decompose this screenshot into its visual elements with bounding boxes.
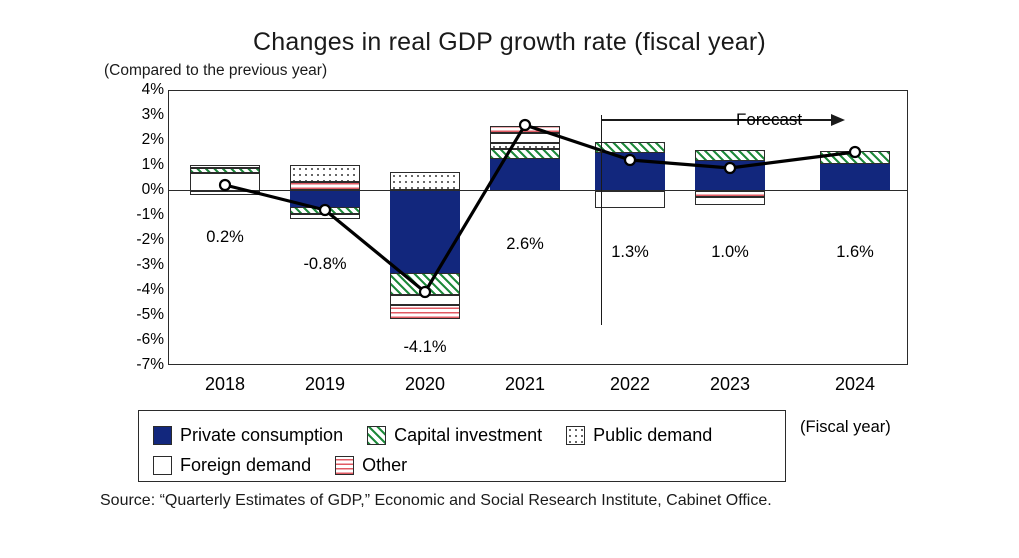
value-label-2023: 1.0% [711,243,749,261]
legend-item-public-demand [566,425,712,446]
legend-swatch-foreign-demand [153,456,172,475]
x-tick-2024: 2024 [834,374,876,394]
line-marker [625,155,635,165]
y-tick: 2% [141,131,164,148]
legend-label-foreign-demand: Foreign demand [180,454,312,475]
value-label-2022: 1.3% [611,243,649,261]
x-tick-2019: 2019 [304,374,346,394]
legend-swatch-public-demand [566,426,585,445]
x-tick-2022: 2022 [609,374,651,394]
y-tick: -3% [136,256,164,273]
chart-title: Changes in real GDP growth rate (fiscal year) [253,28,766,56]
y-tick: -5% [136,306,164,323]
chart-legend [138,410,786,482]
x-tick-2021: 2021 [504,374,546,394]
line-marker [850,147,860,157]
legend-row-1 [153,421,771,449]
forecast-label: Forecast [736,110,803,129]
y-axis [104,81,164,373]
value-label-2021: 2.6% [506,235,544,253]
y-tick: -2% [136,231,164,248]
source-note: Source: “Quarterly Estimates of GDP,” Economic and Social Research Institute, Cabinet Office. [100,492,772,509]
legend-row-2 [153,451,771,479]
value-label-2024: 1.6% [836,243,874,261]
y-tick: -6% [136,331,164,348]
y-tick: 4% [141,81,164,98]
y-tick: 3% [141,106,164,123]
y-tick: -7% [136,356,164,373]
legend-item-foreign-demand [153,455,311,476]
y-tick: -1% [136,206,164,223]
x-tick-2018: 2018 [204,374,246,394]
legend-item-private-consumption [153,425,343,446]
line-marker [420,287,430,297]
legend-swatch-other [335,456,354,475]
line-marker [520,120,530,130]
x-axis-caption: (Fiscal year) [800,418,891,436]
legend-swatch-capital-investment [367,426,386,445]
legend-item-other [335,455,407,476]
legend-item-capital-investment [367,425,542,446]
value-label-2020: -4.1% [403,338,447,356]
x-tick-2023: 2023 [709,374,751,394]
chart-subtitle: (Compared to the previous year) [104,62,328,79]
x-tick-2020: 2020 [404,374,446,394]
line-marker [725,163,735,173]
legend-label-private-consumption: Private consumption [180,424,344,445]
y-tick: 1% [141,156,164,173]
forecast-divider [601,115,602,325]
legend-swatch-private-consumption [153,426,172,445]
y-tick: 0% [141,181,164,198]
value-label-2019: -0.8% [303,255,347,273]
y-tick: -4% [136,281,164,298]
value-label-2018: 0.2% [206,228,244,246]
line-marker [320,205,330,215]
legend-label-public-demand: Public demand [593,424,713,445]
forecast-arrow-icon [601,110,861,130]
line-marker [220,180,230,190]
legend-label-other: Other [362,454,408,475]
legend-label-capital-investment: Capital investment [394,424,543,445]
